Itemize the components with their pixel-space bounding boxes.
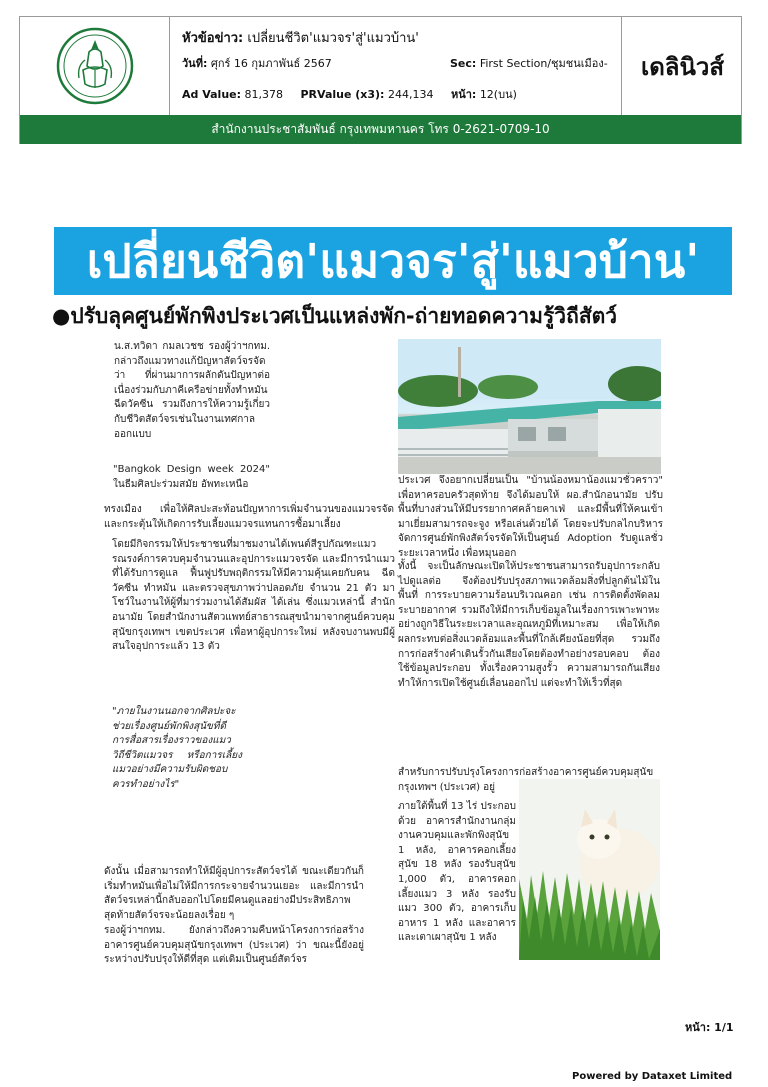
headline-value: เปลี่ยนชีวิต'แมวจร'สู่'แมวบ้าน' [247, 31, 419, 46]
article-para-6: รองผู้ว่าฯกทม. ยังกล่าวถึงความคืบหน้าโครงการก่อสร้างอาคารศูนย์ควบคุมสุนัขกรุงเทพฯ (ประเวศ) ว่า ขณะนี้ยังอยู่ระหว่างปรับปรุงให้ดีที่สุด แต่เดิมเป็นศูนย์สัตว์จร [104, 925, 364, 966]
article-para-3: ทรงเมือง เพื่อให้ศิลปะสะท้อนปัญหาการเพิ่มจำนวนของแมวจรจัด และกระตุ้นให้เกิดการรับเลี้ยงแมวจรแทนการซื้อมาเลี้ยง [104, 504, 394, 530]
cat-in-grass-illustration [519, 779, 660, 960]
ad-value-label: Ad Value: [182, 88, 242, 101]
agency-bar: สำนักงานประชาสัมพันธ์ กรุงเทพมหานคร โทร 0-2621-0709-10 [20, 115, 741, 144]
cat-photo [519, 779, 660, 960]
article-para-9: สำหรับการปรับปรุงโครงการก่อสร้างอาคารศูนย์ควบคุมสุนัขกรุงเทพฯ (ประเวศ) อยู่ [398, 767, 654, 793]
shelter-building-illustration [398, 339, 661, 474]
section-field [450, 54, 608, 72]
article-para-2: "Bangkok Design week 2024" ในธีมศิลปะร่วมสมัย อัพทะเหนือ [113, 464, 270, 490]
shelter-building-photo [398, 339, 661, 474]
article-title: เปลี่ยนชีวิต'แมวจร'สู่'แมวบ้าน' [54, 227, 732, 295]
ad-value: 81,378 [244, 88, 284, 101]
bma-seal-icon [55, 26, 135, 106]
article-para-5: ดังนั้น เมื่อสามารถทำให้มีผู้อุปการะสัตว์จรได้ ขณะเดียวกันก็เริ่มทำหมันเพื่อไม่ให้มีการกระจายจำนวนเยอะ และมีการนำสัตว์จรเหล่านี้กลับออกไปโดยมีคนดูแลอย่างมีประสิทธิภาพ สุดท้ายสัตว์จรจะน้อยลงเรื่อย ๆ [104, 866, 364, 921]
page-indicator: หน้า: 1/1 [685, 1021, 734, 1034]
bma-logo-cell [20, 17, 170, 115]
section-value: First Section/ชุมชนเมือง- [479, 57, 608, 70]
page-value: 12(บน) [479, 88, 517, 101]
publication-logo: เดลินิวส์ [640, 52, 725, 81]
section-label: Sec: [450, 57, 477, 70]
article-pull-quote: "ภายในงานนอกจากศิลปะจะช่วยเรื่องศูนย์พักพิงสุนัขที่ดี การสื่อสารเรื่องราวของแมว วิถีชีวิตแมวจร หรือการเลี้ยงแมวอย่างมีความรับผิดชอบควรทำอย่างไร" [112, 706, 242, 790]
values-row [182, 85, 517, 103]
pr-value-label: PRValue (x3): [300, 88, 385, 101]
article-para-7: ประเวศ จึงอยากเปลี่ยนเป็น "บ้านน้องหมาน้องแมวชั่วคราว" เพื่อหาครอบครัวสุดท้าย จึงได้มอบให้ ผอ.สำนักอนามัย ปรับพื้นที่บางส่วนให้มีบรรยากาศคล้ายคาเฟ่ และมีพื้นที่ให้คนเข้ามาเยี่ยมสามารถจะจูง หรือเล่นด้วยได้ โดยจะปรับกลไกบริหารจัดการศูนย์พักพิงสัตว์จรจัดให้เป็นศูนย์ Adoption รับดูแลชั่วระยะเวลาหนึ่ง เพื่อหมุนออก [398, 475, 663, 559]
page-label: หน้า: [450, 88, 477, 101]
clipping-meta [170, 17, 622, 115]
date-value: ศุกร์ 16 กุมภาพันธ์ 2567 [210, 57, 332, 70]
headline-row [182, 27, 419, 48]
date-label: วันที่: [182, 57, 208, 70]
pr-value: 244,134 [387, 88, 434, 101]
article-subtitle: ●ปรับลุคศูนย์พักพิงประเวศเป็นแหล่งพัก-ถ่ายทอดความรู้วิถีสัตว์ [52, 304, 618, 328]
date-row [182, 54, 612, 72]
headline-label: หัวข้อข่าว: [182, 31, 244, 46]
article-para-10: ภายใต้พื้นที่ 13 ไร่ ประกอบด้วย อาคารสำนักงานกลุ่มงานควบคุมและพักพิงสุนัข 1 หลัง, อาคารคอกเลี้ยงสุนัข 18 หลัง รองรับสุนัข 1,000 ตัว, อาคารคอกเลี้ยงแมว 3 หลัง รองรับแมว 300 ตัว, อาคารเก็บอาหาร 1 หลัง และอาคารและเตาเผาสุนัข 1 หลัง [398, 801, 516, 944]
article-para-8: ทั้งนี้ จะเป็นลักษณะเปิดให้ประชาชนสามารถรับอุปการะกลับไปดูแลต่อ จึงต้องปรับปรุงสภาพแวดล้อมสิ่งที่ปลูกต้นไม้ในพื้นที่ การระบายความร้อนบริเวณคอก เช่น การติดตั้งพัดลมระบายอากาศ รวมถึงให้มีการเก็บข้อมูลในเรื่องการเพาะพาหะอย่างถูกวิธีในระยะเวลาและอุณหภูมิที่เหมาะสม เพื่อให้เกิดผลกระทบต่อสิ่งแวดล้อมและพื้นที่ใกล้เคียงน้อยที่สุด รวมถึงการก่อสร้างคำเดินรั้วกันเสียงโดยต้องทำอย่างรอบคอบ ต้องใช้ข้อมูลประกอบ ทั้งเรื่องความสูงรั้ว ความสามารถกันเสียง ทำให้การเปิดใช้ศูนย์เลื่อนออกไป แต่จะทำให้เร็วที่สุด [398, 561, 660, 689]
article-para-4: โดยมีกิจกรรมให้ประชาชนที่มาชมงานได้เพนต์สีรูปกัณฑะแมว รณรงค์การควบคุมจำนวนและอุปการะแมวจรจัด และมีการนำแมวที่ได้รับการดูแล ฟื้นฟูปรับพฤติกรรมให้มีความคุ้นเคยกับคน ฉีดวัคซีน ทำหมัน และตรวจสุขภาพว่าปลอดภัย จำนวน 21 ตัว มาโชว์ในงานให้ผู้ที่มาร่วมงานได้สัมผัส ได้เล่น ซึ่งแมวเหล่านี้ สำนักอนามัย โดยสำนักงานสัตวแพทย์สาธารณสุขนำมาจากศูนย์ควบคุมสุนัขกรุงเทพฯ เขตประเวศ เพื่อหาผู้อุปการะใหม่ หลังจบงานพบมีผู้สนใจอุปการะแล้ว 13 ตัว [112, 539, 395, 653]
article-para-1: น.ส.ทวิดา กมลเวชช รองผู้ว่าฯกทม. กล่าวถึงแมวทางแก้ปัญหาสัตว์จรจัดว่า ที่ผ่านมาการผลักดันปัญหาต่อเนื่องร่วมกับภาคีเครือข่ายทั้งทำหมัน ฉีดวัคซีน รวมถึงการให้ความรู้เกี่ยวกับชีวิตสัตว์จรเช่นในงานเทศกาลออกแบบ [114, 341, 270, 440]
powered-by: Powered by Dataxet Limited [572, 1071, 733, 1082]
clipping-header [19, 16, 742, 144]
